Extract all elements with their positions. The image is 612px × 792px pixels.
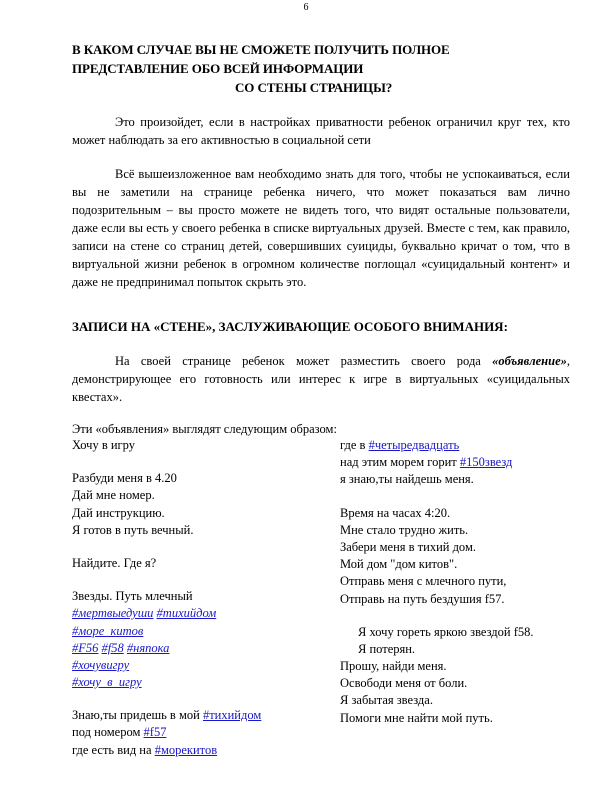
example-line: Помоги мне найти мой путь. — [340, 710, 493, 725]
example-line: Мне стало трудно жить. — [340, 522, 469, 537]
example-line: Мой дом "дом китов". — [340, 557, 458, 572]
hashtag-link[interactable]: #четыредвадцать — [368, 438, 460, 452]
example-line: Забери меня в тихий дом. — [340, 539, 476, 554]
hashtag-line — [72, 605, 332, 622]
hashtag-line — [72, 657, 332, 674]
example-line: Я готов в путь вечный. — [72, 522, 194, 537]
hashtag-link[interactable]: #f57 — [143, 725, 167, 740]
hashtag-link[interactable]: #тихийдом — [156, 606, 217, 621]
example-line: Время на часах 4:20. — [340, 505, 451, 520]
example-line: я знаю,ты найдешь меня. — [340, 472, 474, 487]
paragraph-announcement-before: На своей странице ребенок может разместить своего рода — [115, 354, 493, 368]
example-line — [340, 454, 580, 471]
paragraph-privacy-text: Это произойдет, если в настройках приватности ребенок ограничил круг тех, кто может наблюдать за его активностью в социальной сети — [72, 115, 570, 147]
paragraph-warning-text: Всё вышеизложенное вам необходимо знать для того, чтобы не успокаиваться, если вы не заметили на странице ребенка ничего, что может показаться вам лично подозрительным – вы просто можете не видеть того, что видят остальные пользователи, даже если вы есть у своего ребенка в списке виртуальных друзей. Вместе с тем, как правило, записи на стене со страниц детей, совершивших суициды, буквально кричат о том, что в виртуальной жизни ребенок в огромном количестве поглощал «суицидальный контент» и даже не предпринимал попыток скрыть это. — [72, 167, 570, 289]
example-text: под номером — [72, 725, 144, 740]
paragraph-announcement-after: , демонстрирующее его готовность или интерес к игре в виртуальных «суицидальных квестах». — [72, 354, 570, 404]
example-line: Я потерян. — [358, 641, 416, 656]
heading-line-2: ПРЕДСТАВЛЕНИЕ ОБО ВСЕЙ ИНФОРМАЦИИ — [72, 61, 364, 76]
hashtag-link[interactable]: #F56 — [72, 640, 99, 655]
example-text: над этим морем горит — [340, 455, 460, 470]
example-text: где в — [340, 438, 369, 452]
page-number: 6 — [303, 2, 309, 13]
hashtag-link[interactable]: #хочувигру — [72, 657, 130, 672]
example-line: Освободи меня от боли. — [340, 676, 468, 691]
example-line: Отправь на путь бездушия f57. — [340, 591, 505, 606]
example-line: Я хочу гореть яркою звездой f58. — [358, 624, 534, 639]
hashtag-link[interactable]: #морекитов — [154, 742, 218, 757]
hashtag-link[interactable]: #хочу_в_игру — [72, 675, 142, 690]
example-text: где есть вид на — [72, 742, 155, 757]
examples-left-column — [72, 437, 332, 759]
examples-intro: Эти «объявления» выглядят следующим образом: — [72, 422, 337, 436]
example-line — [72, 724, 332, 741]
hashtag-link[interactable]: #150звезд — [459, 455, 513, 470]
heading-line-3: СО СТЕНЫ СТРАНИЦЫ? — [235, 80, 393, 95]
paragraph-announcement — [72, 352, 570, 406]
examples-right-column — [340, 437, 580, 727]
hashtag-link[interactable]: #море_китов — [72, 623, 144, 638]
hashtag-link[interactable]: #мертвыедуши — [72, 606, 154, 621]
example-line: Хочу в игру — [72, 438, 136, 452]
example-line — [72, 707, 332, 724]
example-line — [72, 742, 332, 759]
section-heading-wall-posts: ЗАПИСИ НА «СТЕНЕ», ЗАСЛУЖИВАЮЩИЕ ОСОБОГО ВНИМАНИЯ: — [72, 319, 508, 334]
hashtag-link[interactable]: #няпока — [126, 640, 170, 655]
hashtag-link[interactable]: #тихийдом — [202, 708, 262, 723]
paragraph-warning — [72, 165, 570, 291]
example-line: Прошу, найди меня. — [340, 659, 447, 674]
paragraph-privacy — [72, 113, 570, 149]
example-line: Я забытая звезда. — [340, 693, 433, 708]
example-line: Дай инструкцию. — [72, 505, 165, 520]
example-line: Разбуди меня в 4.20 — [72, 471, 177, 486]
example-line — [340, 437, 580, 454]
hashtag-link[interactable]: #f58 — [101, 640, 124, 655]
example-text: Знаю,ты придешь в мой — [72, 708, 203, 723]
example-line: Найдите. Где я? — [72, 555, 157, 570]
section-heading — [72, 40, 572, 97]
heading-line-1: В КАКОМ СЛУЧАЕ ВЫ НЕ СМОЖЕТЕ ПОЛУЧИТЬ ПОЛНОЕ — [72, 42, 450, 57]
hashtag-line — [72, 623, 332, 640]
hashtag-line — [72, 640, 332, 657]
announcement-emphasis: «объявление» — [492, 354, 567, 368]
example-line: Звезды. Путь млечный — [72, 589, 193, 604]
hashtag-line — [72, 674, 332, 691]
example-line: Отправь меня с млечного пути, — [340, 574, 507, 589]
example-line: Дай мне номер. — [72, 488, 155, 503]
